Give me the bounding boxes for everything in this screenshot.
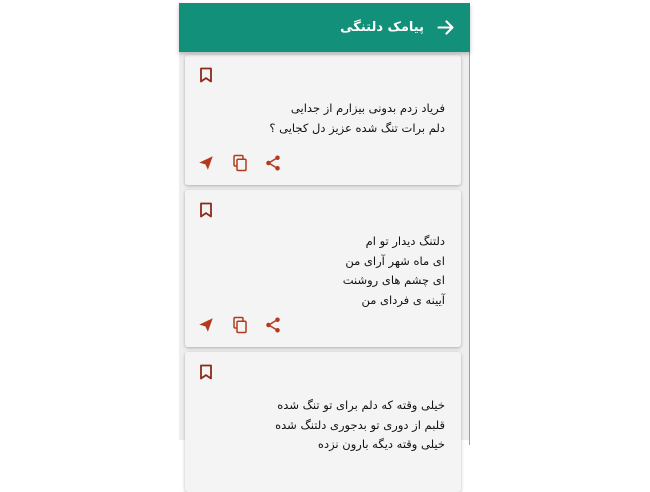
sms-card [185, 352, 461, 492]
sms-line: خیلی وقته که دلم برای تو تنگ شده [277, 398, 445, 412]
copy-icon[interactable] [231, 316, 249, 334]
bookmark-icon[interactable] [199, 202, 213, 218]
sms-line: دلتنگ دیدار تو ام [365, 234, 445, 248]
send-icon[interactable] [197, 316, 215, 334]
sms-line: فریاد زدم بدونی بیزارم از جدایی [290, 101, 445, 115]
arrow-forward-icon[interactable] [435, 17, 456, 38]
send-icon[interactable] [197, 154, 215, 172]
bookmark-icon[interactable] [199, 364, 213, 380]
sms-line: خیلی وقته دیگه بارون نزده [317, 437, 445, 451]
app-bar [179, 3, 470, 52]
sms-text [269, 99, 445, 138]
screen-edge [469, 3, 470, 445]
sms-line: قلبم از دوری تو بدجوری دلتنگ شده [275, 417, 445, 432]
card-actions [197, 154, 307, 172]
sms-line: ای ماه شهر آرای من [345, 253, 445, 268]
copy-icon[interactable] [231, 154, 249, 172]
sms-line: دلم برات تنگ شده عزیز دل کجایی ؟ [269, 120, 445, 135]
app-screen [179, 3, 470, 451]
sms-card [185, 190, 461, 347]
share-icon[interactable] [264, 154, 282, 172]
app-title: پیامک دلتنگی [340, 20, 424, 35]
sms-text [275, 396, 445, 455]
card-actions [197, 316, 307, 334]
sms-text [343, 232, 445, 310]
share-icon[interactable] [264, 316, 282, 334]
bookmark-icon[interactable] [199, 67, 213, 83]
sms-line: ای چشم های روشنت [342, 273, 445, 287]
sms-card [185, 55, 461, 185]
sms-line: آیینه ی فردای من [361, 292, 445, 307]
